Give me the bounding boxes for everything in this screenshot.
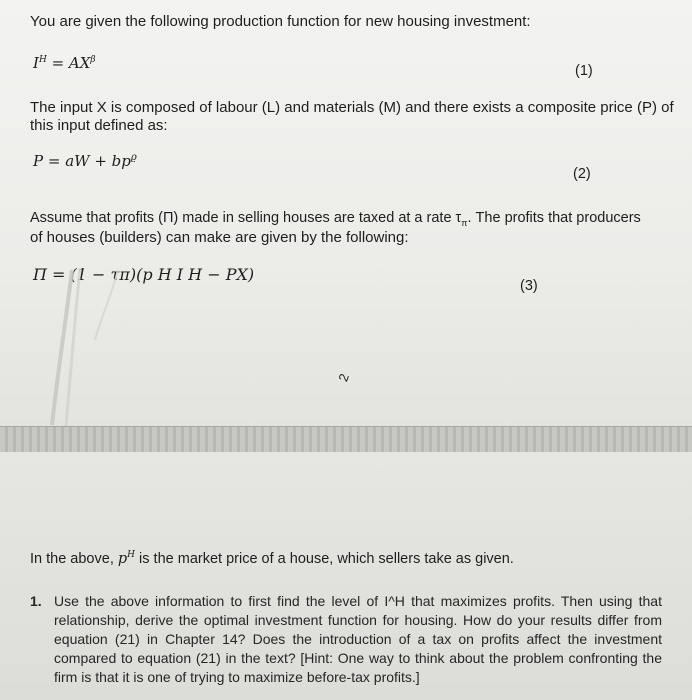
intro-text: You are given the following production function for new housing investment: — [30, 13, 531, 30]
paragraph-1-line-2: this input defined as: — [30, 117, 168, 134]
equation-3: Π = (1 − τπ)(p H I H − PX) — [33, 265, 255, 284]
equation-3-number: (3) — [520, 278, 538, 294]
page-divider-band — [0, 426, 692, 454]
paragraph-2-line-2: of houses (builders) can make are given by the following: — [30, 229, 409, 246]
equation-1-number: (1) — [575, 63, 593, 79]
paragraph-2-line-1: Assume that profits (Π) made in selling houses are taxed at a rate $\tau_\pi$. The profits that producers — [30, 210, 641, 228]
equation-2: P = aW + $bp^ϱ$ — [33, 152, 137, 170]
question-1-number: 1. — [30, 593, 42, 609]
question-1-text: Use the above information to first find the level of I^H that maximizes profits. Then using that relationship, derive the optimal investment function for housing. How do your results differ from equation (21) in Chapter 14? Does the introduction of a tax on profits affect the investment compared to equation (21) in the text? [Hint: One way to think about the problem confronting the firm is that it is one of trying to maximize before-tax profits.] — [54, 593, 662, 685]
paragraph-3: In the above, $p^H$ is the market price of a house, which sellers take as given. — [30, 550, 514, 567]
paragraph-1-line-1: The input X is composed of labour (L) and materials (M) and there exists a composite price (P) of — [30, 99, 674, 116]
equation-2-number: (2) — [573, 166, 591, 182]
page-number: 2 — [335, 371, 352, 384]
equation-1: $I^H = AX^\beta$ — [33, 54, 96, 72]
